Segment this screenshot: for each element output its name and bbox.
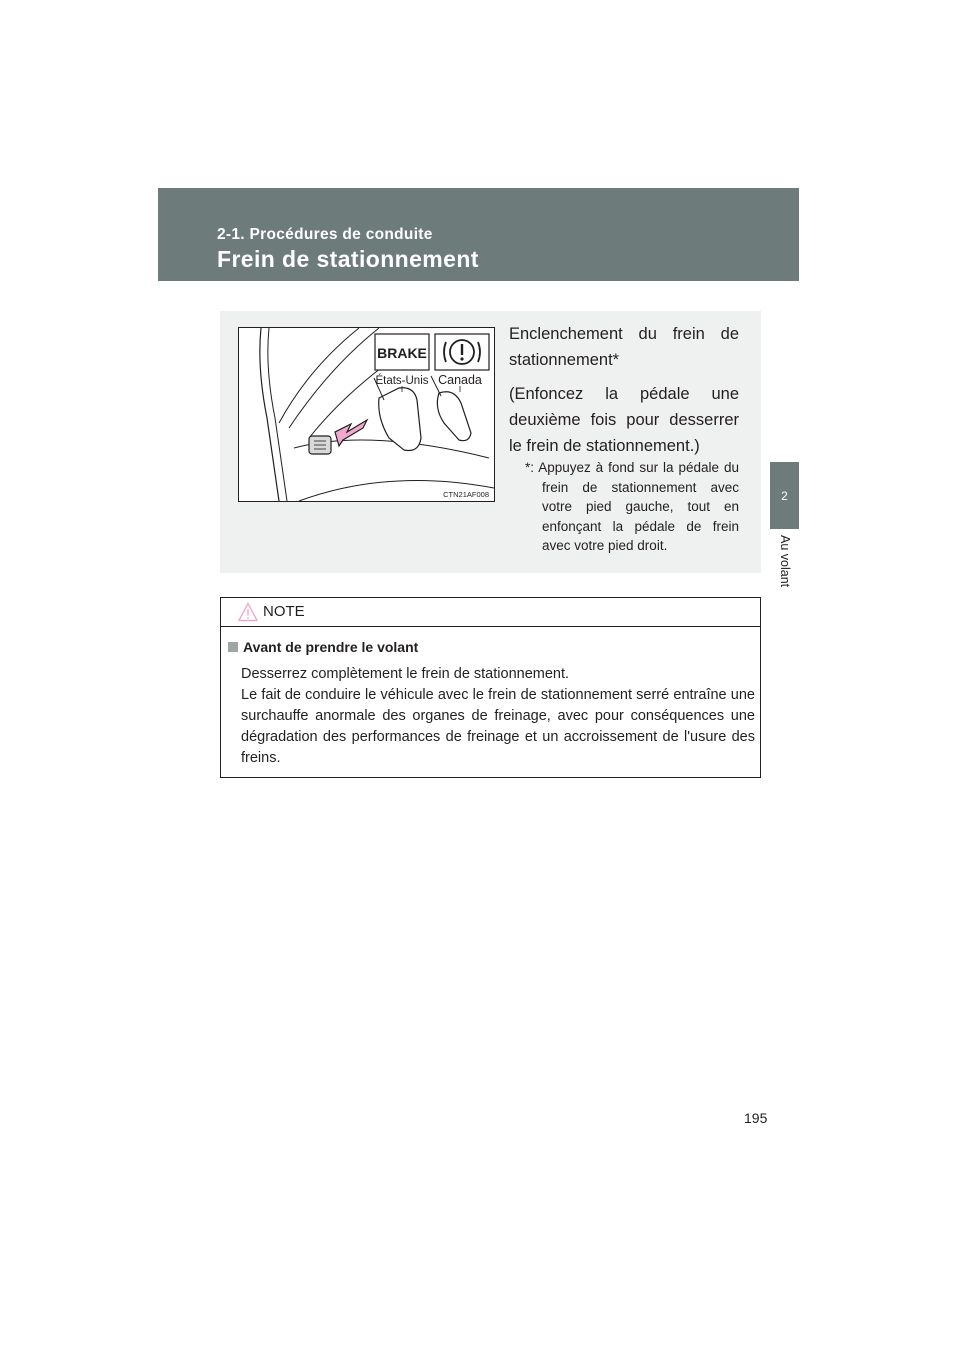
- label-canada: Canada: [438, 373, 482, 387]
- label-us: États-Unis: [375, 375, 429, 387]
- note-item-title-text: Avant de prendre le volant: [243, 639, 419, 655]
- pedal-drawing: [239, 328, 494, 501]
- note-paragraph-1: Desserrez complètement le frein de stationnement.: [241, 666, 570, 682]
- note-box: [220, 597, 761, 778]
- brake-warning-label: BRAKE: [377, 345, 427, 361]
- bullet-square-icon: [228, 642, 238, 652]
- note-label: NOTE: [263, 603, 305, 620]
- page-title: Frein de stationnement: [217, 246, 479, 272]
- note-item-title: [228, 639, 418, 655]
- arrow-indicator: [335, 420, 367, 446]
- section-title: 2-1. Procédures de conduite: [217, 226, 433, 243]
- warning-triangle-icon: [238, 602, 258, 622]
- footnote: *: Appuyez à fond sur la pédale du frein de stationnement avec votre pied gauche, tout en enfonçant la pédale de frein avec votre pied droit.: [525, 460, 739, 553]
- release-instruction: (Enfoncez la pédale une deuxième fois pour desserrer le frein de stationnement.): [509, 385, 739, 455]
- chapter-number: 2: [781, 488, 788, 503]
- chapter-tab: [770, 462, 799, 529]
- note-body: [241, 664, 755, 769]
- engage-instruction: Enclenchement du frein de stationnement*: [509, 325, 739, 369]
- page-number: 195: [744, 1110, 768, 1126]
- instruction-text: [509, 321, 739, 467]
- note-header: [221, 598, 760, 627]
- note-paragraph-2: Le fait de conduire le véhicule avec le frein de stationnement serré entraîne une surchauffe anormale des organes de freinage, avec pour conséquences une dégradation des performances de freinage et un accroissement de l'usure des freins.: [241, 687, 755, 766]
- chapter-label: Au volant: [778, 535, 792, 588]
- section-header: [158, 188, 799, 281]
- parking-brake-illustration: [238, 327, 495, 502]
- figure-code: CTN21AF008: [443, 490, 489, 499]
